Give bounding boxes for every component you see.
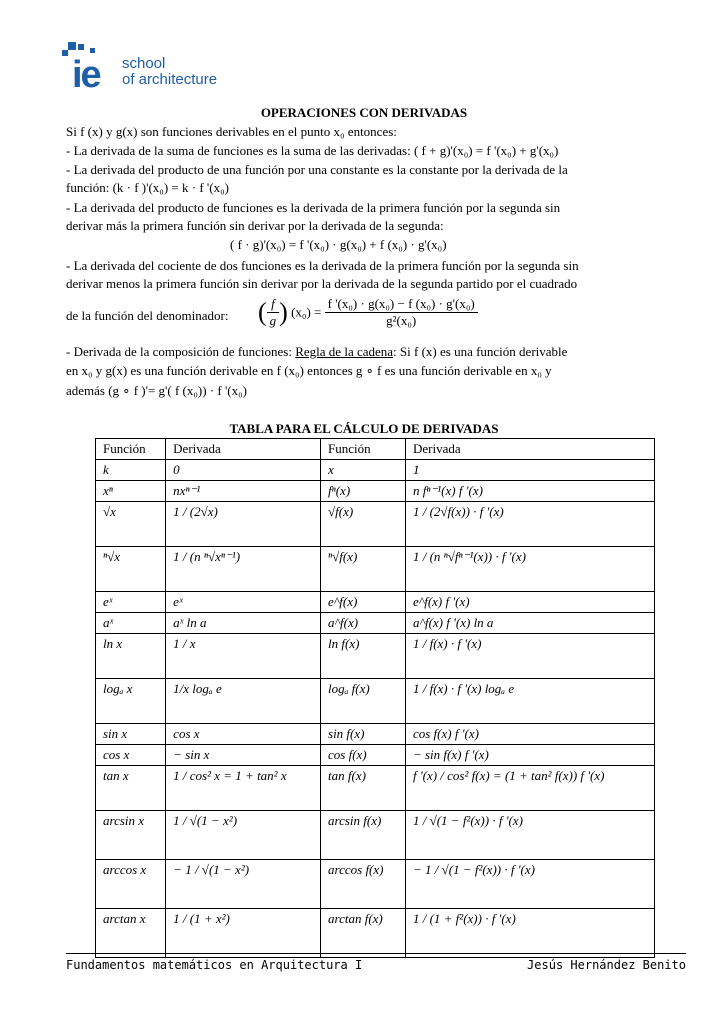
table-cell: n fⁿ⁻¹(x) f '(x) (405, 481, 654, 502)
table-cell: aˣ ln a (166, 613, 321, 634)
table-cell: √x (96, 502, 166, 547)
table-cell: 1 / x (166, 634, 321, 679)
table-cell: eˣ (166, 592, 321, 613)
table-cell: logₐ f(x) (321, 679, 406, 724)
table-cell: a^f(x) f '(x) ln a (405, 613, 654, 634)
header-cell: Derivada (405, 439, 654, 460)
table-cell: ⁿ√f(x) (321, 547, 406, 592)
table-cell: 1 / (2√x) (166, 502, 321, 547)
table-cell: 1 / (1 + f²(x)) · f '(x) (405, 909, 654, 958)
para-prod-1: - La derivada del producto de funciones es la derivada de la primera función por la segunda sin (66, 200, 561, 215)
table-cell: cos x (96, 745, 166, 766)
table-cell: − sin x (166, 745, 321, 766)
table-cell: ln x (96, 634, 166, 679)
table-cell: eˣ (96, 592, 166, 613)
table-cell: sin f(x) (321, 724, 406, 745)
footer-right: Jesús Hernández Benito (527, 958, 686, 972)
table-row (96, 909, 655, 958)
table-row (96, 724, 655, 745)
table-cell: 1/x logₐ e (166, 679, 321, 724)
table-cell: x (321, 460, 406, 481)
table-row (96, 502, 655, 547)
table-row (96, 860, 655, 909)
chain-post: : Si f (x) es una función derivable (393, 344, 568, 359)
chain-rule-link[interactable]: Regla de la cadena (295, 344, 394, 359)
table-cell: aˣ (96, 613, 166, 634)
table-cell: 1 / √(1 − x²) (166, 811, 321, 860)
table-cell: k (96, 460, 166, 481)
footer-left: Fundamentos matemáticos en Arquitectura I (66, 958, 363, 972)
table-cell: 1 / √(1 − f²(x)) · f '(x) (405, 811, 654, 860)
para-prod-2: derivar más la primera función sin derivar por la derivada de la segunda: (66, 218, 444, 233)
table-row (96, 745, 655, 766)
table-cell: tan x (96, 766, 166, 811)
table-cell: sin x (96, 724, 166, 745)
table-cell: 1 (405, 460, 654, 481)
para-intro: Si f (x) y g(x) son funciones derivables en el punto x₀ entonces: (66, 124, 397, 139)
header-cell: Derivada (166, 439, 321, 460)
quotient-mid: (x₀) = (291, 304, 322, 320)
header-cell: Función (96, 439, 166, 460)
table-cell: logₐ x (96, 679, 166, 724)
quotient-rhs-den: g²(x₀) (386, 313, 417, 328)
logo-mark: ie (72, 54, 100, 96)
table-cell: tan f(x) (321, 766, 406, 811)
table-row (96, 592, 655, 613)
para-const-2: función: (k · f )'(x₀) = k · f '(x₀) (66, 180, 229, 195)
table-cell: − 1 / √(1 − f²(x)) · f '(x) (405, 860, 654, 909)
table-cell: cos f(x) f '(x) (405, 724, 654, 745)
product-formula: ( f · g)'(x₀) = f '(x₀) · g(x₀) + f (x₀) · g'(x₀) (230, 237, 447, 252)
para-chain-1 (66, 344, 567, 360)
para-quot-1: - La derivada del cociente de dos funciones es la derivada de la primera función por la segunda sin (66, 258, 579, 273)
heading: OPERACIONES CON DERIVADAS (260, 105, 468, 120)
table-row (96, 634, 655, 679)
table-cell: 1 / (2√f(x)) · f '(x) (405, 502, 654, 547)
table-cell: 1 / cos² x = 1 + tan² x (166, 766, 321, 811)
table-cell: f '(x) / cos² f(x) = (1 + tan² f(x)) f '(x) (405, 766, 654, 811)
para-quot-3: de la función del denominador: (66, 308, 229, 323)
table-row (96, 613, 655, 634)
logo-line1: school (122, 55, 166, 72)
table-cell: arccos f(x) (321, 860, 406, 909)
quotient-den: g (269, 313, 277, 328)
logo-line2: of architecture (122, 71, 218, 88)
header-cell: Función (321, 439, 406, 460)
table-cell: 1 / f(x) · f '(x) (405, 634, 654, 679)
table-cell: e^f(x) f '(x) (405, 592, 654, 613)
table-cell: xⁿ (96, 481, 166, 502)
table-cell: 1 / f(x) · f '(x) logₐ e (405, 679, 654, 724)
table-row (96, 481, 655, 502)
table-cell: cos f(x) (321, 745, 406, 766)
table-cell: e^f(x) (321, 592, 406, 613)
table-row (96, 460, 655, 481)
table-cell: arccos x (96, 860, 166, 909)
table-cell: − sin f(x) f '(x) (405, 745, 654, 766)
school-logo (62, 42, 232, 98)
para-quot-2: derivar menos la primera función sin derivar por la derivada de la segunda partido por el cuadrado (66, 276, 578, 291)
quotient-formula: ( $\frac{f}{g}$ ) (x₀) = $\frac{\text{f '(x₀) · g(x₀) − f (x₀) · g'(x₀)}}{\text{g²(x₀)}}$ (258, 296, 478, 329)
table-cell: ⁿ√x (96, 547, 166, 592)
table-cell: fⁿ(x) (321, 481, 406, 502)
table-cell: √f(x) (321, 502, 406, 547)
table-cell: arcsin f(x) (321, 811, 406, 860)
table-cell: arctan x (96, 909, 166, 958)
table-row (96, 547, 655, 592)
quotient-rhs-num: f '(x₀) · g(x₀) − f (x₀) · g'(x₀) (325, 296, 478, 313)
table-row (96, 766, 655, 811)
quotient-num: f (271, 296, 275, 311)
table-row (96, 811, 655, 860)
table-header-row (96, 439, 655, 460)
chain-pre: - Derivada de la composición de funciones: (66, 344, 296, 359)
table-cell: − 1 / √(1 − x²) (166, 860, 321, 909)
table-cell: nxⁿ⁻¹ (166, 481, 321, 502)
table-cell: cos x (166, 724, 321, 745)
table-title: TABLA PARA EL CÁLCULO DE DERIVADAS (229, 421, 499, 436)
table-cell: a^f(x) (321, 613, 406, 634)
table-cell: arctan f(x) (321, 909, 406, 958)
table-cell: 1 / (n ⁿ√xⁿ⁻¹) (166, 547, 321, 592)
para-const-1: - La derivada del producto de una función por una constante es la constante por la derivada de la (66, 162, 568, 177)
table-cell: arcsin x (96, 811, 166, 860)
footer (66, 953, 686, 972)
table-cell: 1 / (1 + x²) (166, 909, 321, 958)
derivatives-table (95, 438, 655, 958)
table-cell: 0 (166, 460, 321, 481)
para-chain-3: además (g ∘ f )'= g'( f (x₀)) · f '(x₀) (66, 383, 247, 398)
table-row (96, 679, 655, 724)
para-sum: - La derivada de la suma de funciones es la suma de las derivadas: ( f + g)'(x₀) = f '(x₀) + g'(x₀) (66, 143, 559, 158)
table-cell: 1 / (n ⁿ√fⁿ⁻¹(x)) · f '(x) (405, 547, 654, 592)
logo-text (122, 56, 217, 88)
para-chain-2: en x₀ y g(x) es una función derivable en f (x₀) entonces g ∘ f es una función derivable en x₀ y (66, 363, 552, 378)
table-cell: ln f(x) (321, 634, 406, 679)
